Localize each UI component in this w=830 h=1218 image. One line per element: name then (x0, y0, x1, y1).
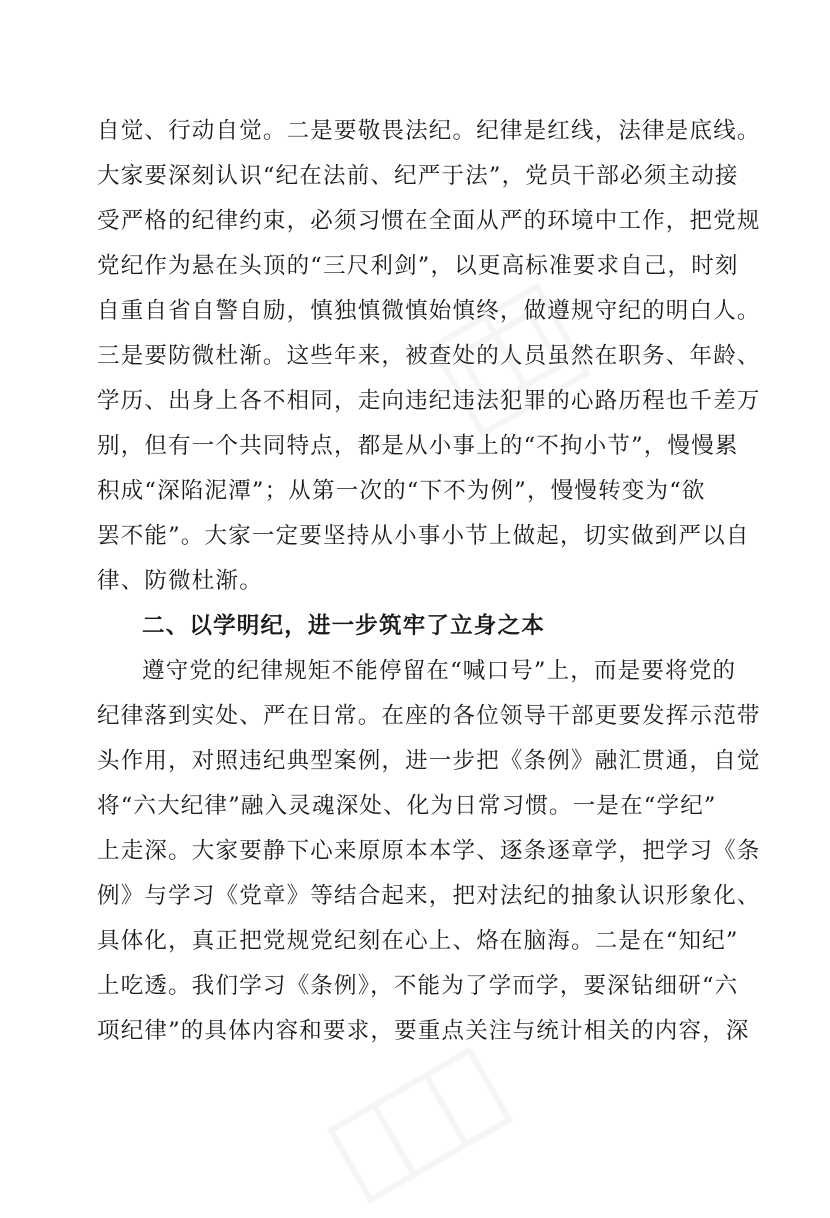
text-line: 将“六大纪律”融入灵魂深处、化为日常习惯。一是在“学纪” (97, 793, 717, 819)
watermark-stamp-icon (317, 1037, 523, 1214)
text-line: 受严格的纪律约束，必须习惯在全面从严的环境中工作，把党规 (97, 208, 761, 234)
text-line: 例》与学习《党章》等结合起来，把对法纪的抽象认识形象化、 (97, 883, 761, 909)
text-line: 上走深。大家要静下心来原原本本学、逐条逐章学，把学习《条 (97, 838, 761, 864)
text-line: 头作用，对照违纪典型案例，进一步把《条例》融汇贯通，自觉 (97, 748, 761, 774)
paragraph-first-line: 遵守党的纪律规矩不能停留在“喊口号”上，而是要将党的 (142, 658, 737, 684)
text-line: 学历、出身上各不相同，走向违纪违法犯罪的心路历程也千差万 (97, 388, 761, 414)
text-line: 具体化，真正把党规党纪刻在心上、烙在脑海。二是在“知纪” (97, 928, 739, 954)
text-line: 别，但有一个共同特点，都是从小事上的“不拘小节”，慢慢累 (97, 433, 739, 459)
text-line: 自觉、行动自觉。二是要敬畏法纪。纪律是红线，法律是底线。 (97, 118, 761, 144)
text-line: 积成“深陷泥潭”；从第一次的“下不为例”，慢慢转变为“欲 (97, 478, 706, 504)
text-line: 自重自省自警自励，慎独慎微慎始慎终，做遵规守纪的明白人。 (97, 298, 761, 324)
section-heading: 二、以学明纪，进一步筑牢了立身之本 (142, 613, 545, 639)
text-line: 纪律落到实处、严在日常。在座的各位领导干部更要发挥示范带 (97, 703, 761, 729)
text-line: 党纪作为悬在头顶的“三尺利剑”，以更高标准要求自己，时刻 (97, 253, 739, 279)
text-line: 大家要深刻认识“纪在法前、纪严于法”，党员干部必须主动接 (97, 163, 739, 189)
text-line: 项纪律”的具体内容和要求，要重点关注与统计相关的内容，深 (97, 1018, 750, 1044)
text-line: 罢不能”。大家一定要坚持从小事小节上做起，切实做到严以自 (97, 523, 750, 549)
text-line: 上吃透。我们学习《条例》，不能为了学而学，要深钻细研“六 (97, 973, 739, 999)
text-line: 律、防微杜渐。 (97, 568, 263, 594)
text-line: 三是要防微杜渐。这些年来，被查处的人员虽然在职务、年龄、 (97, 343, 761, 369)
document-body (97, 109, 761, 1054)
